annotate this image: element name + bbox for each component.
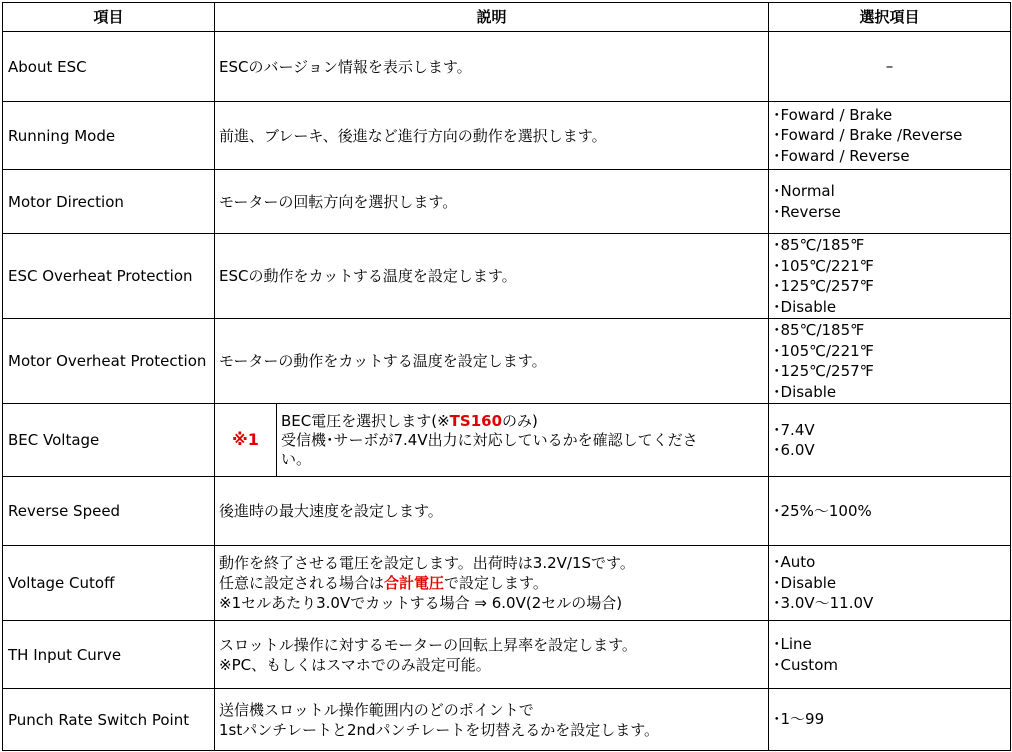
option-item: ･Normal [773,182,835,200]
options-cell [769,170,1011,234]
options-cell [769,234,1011,319]
option-item: ･Foward / Brake [773,105,893,124]
description-line: モーターの回転方向を選択します。 [219,192,458,211]
description-cell [277,404,769,477]
option-item: ･105℃/221℉ [773,256,874,275]
item-cell: ESC Overheat Protection [3,234,215,319]
option-item: ･Disable [773,382,837,401]
item-cell: Running Mode [3,102,215,170]
table-row [3,689,1011,751]
header-row [3,3,1011,32]
option-item: ･6.0V [773,441,815,459]
options-cell [769,102,1011,170]
description-line: 後進時の最大速度を設定します。 [219,502,443,520]
item-cell: TH Input Curve [3,621,215,689]
option-item: ･25%～100% [773,501,872,520]
description-line: 受信機･サーボが7.4V出力に対応しているかを確認してくださ [281,430,698,449]
description-line: 1stパンチレートと2ndパンチレートを切替えるかを設定します。 [219,720,660,739]
header-description: 説明 [215,3,769,32]
options-cell [769,404,1011,477]
description-line: 送信機スロットル操作範囲内のどのポイントで [219,700,534,719]
item-cell: Voltage Cutoff [3,546,215,621]
table-row [3,32,1011,102]
total-voltage-highlight: 合計電圧 [384,574,445,592]
header-options: 選択項目 [769,3,1011,32]
option-item: ･Foward / Brake /Reverse [773,126,963,145]
description-line [219,573,764,593]
description-line: スロットル操作に対するモーターの回転上昇率を設定します。 [219,635,637,654]
options-cell [769,32,1011,102]
description-cell [215,689,769,751]
option-item: ･3.0V～11.0V [773,594,874,613]
options-cell [769,689,1011,751]
options-cell [769,319,1011,404]
option-item: ･85℃/185℉ [773,321,865,339]
description-line: ESCの動作をカットする温度を設定します。 [219,267,517,285]
item-cell: Motor Direction [3,170,215,234]
option-item: ･Auto [773,553,816,572]
table-row [3,319,1011,404]
desc-text: のみ) [502,411,538,430]
note-mark: ※1 [215,404,277,477]
description-cell [215,477,769,546]
table-row [3,170,1011,234]
options-cell [769,477,1011,546]
description-cell [215,170,769,234]
option-item: ･85℃/185℉ [773,236,865,254]
description-line: ESCのバージョン情報を表示します。 [219,57,472,76]
option-item: ･Custom [773,655,838,674]
table-row [3,621,1011,689]
desc-text: BEC電圧を選択します(※ [281,411,450,430]
description-line: ※1セルあたり3.0Vでカットする場合 ⇒ 6.0V(2セルの場合) [219,594,623,612]
description-cell [215,546,769,621]
header-item: 項目 [3,3,215,32]
table-row [3,102,1011,170]
item-cell: Motor Overheat Protection [3,319,215,404]
option-item: ･Disable [773,573,837,592]
table-row [3,477,1011,546]
option-item: ･125℃/257℉ [773,277,874,295]
description-line: モーターの動作をカットする温度を設定します。 [219,352,547,370]
option-item: ･Line [773,635,812,653]
options-cell [769,546,1011,621]
option-item: ･Disable [773,297,837,316]
table-row [3,546,1011,621]
description-cell [215,319,769,404]
item-cell: BEC Voltage [3,404,215,477]
description-line: 前進、ブレーキ、後進など進行方向の動作を選択します。 [219,126,607,145]
option-item: ･Reverse [773,202,841,221]
model-highlight: TS160 [449,411,503,430]
option-item: ･105℃/221℉ [773,341,874,360]
item-cell: Reverse Speed [3,477,215,546]
description-line: い。 [281,449,312,468]
description-cell [215,102,769,170]
item-cell: Punch Rate Switch Point [3,689,215,751]
option-item: ･1～99 [773,710,825,729]
table-row [3,234,1011,319]
description-cell [215,621,769,689]
description-line: 動作を終了させる電圧を設定します。出荷時は3.2V/1Sです。 [219,554,635,572]
description-line: ※PC、もしくはスマホでのみ設定可能。 [219,655,491,674]
settings-table [2,2,1011,751]
option-item: ･125℃/257℉ [773,362,874,380]
description-cell [215,32,769,102]
option-item: – [885,57,894,76]
item-cell: About ESC [3,32,215,102]
description-cell [215,234,769,319]
desc-text: で設定します。 [444,574,548,592]
description-line [281,412,764,431]
option-item: ･Foward / Reverse [773,146,910,165]
table-row [3,404,1011,477]
options-cell [769,621,1011,689]
desc-text: 任意に設定される場合は [219,574,385,592]
option-item: ･7.4V [773,420,815,439]
